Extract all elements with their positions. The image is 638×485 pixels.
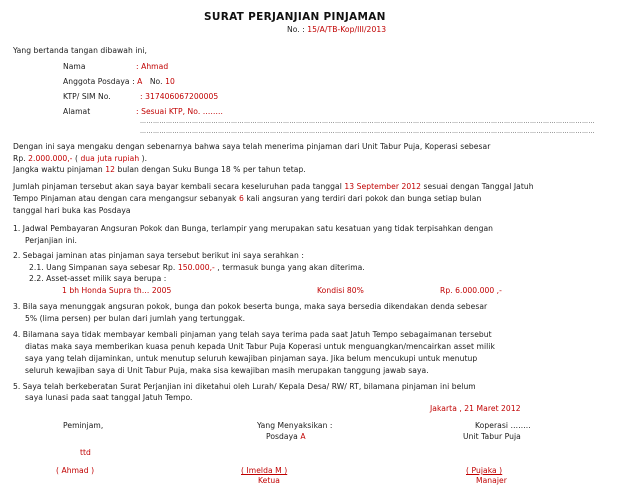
item-4-line-1: 4. Bilamana saya tidak membayar kembali pinjaman yang telah saya terima pada saat Jatuh Tempo sebagaimanan tersebut xyxy=(13,330,492,339)
repayment-line-2-b: kali angsuran yang terdiri dari pokok dan bunga setiap bulan xyxy=(243,194,482,203)
savings-amount: 150.000,- xyxy=(177,263,215,272)
asset-condition: Kondisi 80% xyxy=(317,286,364,295)
anggota-no-label: No. xyxy=(149,77,163,86)
installment-count: 6 xyxy=(238,194,244,203)
intro-text: Yang bertanda tangan dibawah ini, xyxy=(13,46,147,55)
repayment-line-1-b: sesuai dengan Tanggal Jatuh xyxy=(421,182,534,191)
item-4-line-3: saya yang telah dijaminkan, untuk menutup seluruh kewajiban pinjaman saya. Jika belum mencukupi untuk menutup xyxy=(25,354,478,363)
document-number-label: No. : xyxy=(287,25,308,34)
item-1-line-1: 1. Jadwal Pembayaran Angsuran Pokok dan Bunga, terlampir yang merupakan satu kesatuan yang tidak terpisahkan dengan xyxy=(13,224,494,233)
alamat-dots-line-2: ………………………………………………………………………………………………………………………………………………………………………………………… xyxy=(140,128,595,135)
item-3-line-2: 5% (lima persen) per bulan dari jumlah yang tertunggak. xyxy=(25,314,246,323)
asset-value: Rp. 6.000.000 ,- xyxy=(440,286,502,295)
statement-amount-line xyxy=(13,154,147,163)
document-number-value: 15/A/TB-Kop/III/2013 xyxy=(307,25,387,34)
repayment-line-3: tanggal hari buka kas Posdaya xyxy=(13,206,131,215)
amount-words-open: ( xyxy=(72,154,81,163)
item-5-line-2: saya lunasi pada saat tanggal Jatuh Tempo. xyxy=(25,393,193,402)
ktp-label: KTP/ SIM No. xyxy=(63,92,111,101)
item-2-sub-1 xyxy=(29,263,365,272)
place-date: Jakarta , 21 Maret 2012 xyxy=(430,404,521,413)
document-title: SURAT PERJANJIAN PINJAMAN xyxy=(204,11,386,23)
amount-prefix: Rp. xyxy=(13,154,29,163)
signature-ttd: ttd xyxy=(80,448,91,457)
repayment-date: 13 September 2012 xyxy=(344,182,422,191)
alamat-dots-line-1: ………………………………………………………………………………………………………………………………………………………………………………………… xyxy=(140,118,595,125)
statement-line-1: Dengan ini saya mengaku dengan sebenarnya bahwa saya telah menerima pinjaman dari Unit Tabur Puja, Koperasi sebesar xyxy=(13,142,491,151)
repayment-line-2-a: Tempo Pinjaman atau dengan cara mengangsur sebanyak xyxy=(13,194,239,203)
ktp-value: : 317406067200005 xyxy=(140,92,219,101)
item-4-line-4: seluruh kewajiban saya di Unit Tabur Puja, maka sisa kewajiban masih merupakan tanggung jawab saya. xyxy=(25,366,429,375)
asset-description: 1 bh Honda Supra th… 2005 xyxy=(62,286,172,295)
loan-amount-words: dua juta rupiah xyxy=(80,154,140,163)
item-1-line-2: Perjanjian ini. xyxy=(25,236,77,245)
alamat-value: : Sesuai KTP, No. …….. xyxy=(136,107,223,116)
repayment-line-1 xyxy=(13,182,534,191)
borrower-name: ( Ahmad ) xyxy=(56,466,95,475)
cooperative-manager-role: Manajer xyxy=(476,476,507,485)
item-5-line-1: 5. Saya telah berkeberatan Surat Perjanjian ini diketahui oleh Lurah/ Kepala Desa/ RW/ RT, bilamana pinjaman ini belum xyxy=(13,382,476,391)
term-suffix: bulan dengan Suku Bunga 18 % per tahun tetap. xyxy=(114,165,306,174)
amount-words-close: ). xyxy=(139,154,148,163)
anggota-label: Anggota Posdaya : xyxy=(63,77,135,86)
witness-role: Ketua xyxy=(258,476,280,485)
witness-org-value: A xyxy=(300,432,306,441)
statement-term-line xyxy=(13,165,306,174)
alamat-label: Alamat xyxy=(63,107,91,116)
term-value: 12 xyxy=(105,165,115,174)
anggota-row xyxy=(63,77,175,86)
cooperative-label: Koperasi …….. xyxy=(475,421,531,430)
witness-label: Yang Menyaksikan : xyxy=(257,421,333,430)
witness-organization xyxy=(266,432,306,441)
item-4-line-2: diatas maka saya memberikan kuasa penuh kepada Unit Tabur Puja Koperasi untuk menguangkan/mencairkan asset milik xyxy=(25,342,495,351)
borrower-label: Peminjam, xyxy=(63,421,104,430)
document-number xyxy=(287,25,386,34)
item-2-sub-2: 2.2. Asset-asset milik saya berupa : xyxy=(29,274,167,283)
cooperative-unit: Unit Tabur Puja xyxy=(463,432,521,441)
cooperative-manager-name: ( Pujaka ) xyxy=(466,466,503,475)
nama-label: Nama xyxy=(63,62,86,71)
witness-name: ( Imelda M ) xyxy=(241,466,288,475)
item-2-line-1: 2. Sebagai jaminan atas pinjaman saya tersebut berikut ini saya serahkan : xyxy=(13,251,304,260)
nama-value: : Ahmad xyxy=(136,62,169,71)
repayment-line-2 xyxy=(13,194,481,203)
anggota-value-no: 10 xyxy=(165,77,175,86)
item-2-sub-1-a: 2.1. Uang Simpanan saya sebesar Rp. xyxy=(29,263,178,272)
item-2-sub-1-b: , termasuk bunga yang akan diterima. xyxy=(214,263,365,272)
item-3-line-1: 3. Bila saya menunggak angsuran pokok, bunga dan pokok beserta bunga, maka saya bersedia dikendakan denda sebesar xyxy=(13,302,488,311)
term-prefix: Jangka waktu pinjaman xyxy=(13,165,106,174)
witness-org-prefix: Posdaya xyxy=(266,432,301,441)
repayment-line-1-a: Jumlah pinjaman tersebut akan saya bayar kembali secara keseluruhan pada tanggal xyxy=(13,182,345,191)
anggota-value-a: A xyxy=(137,77,143,86)
loan-amount: 2.000.000,- xyxy=(28,154,73,163)
